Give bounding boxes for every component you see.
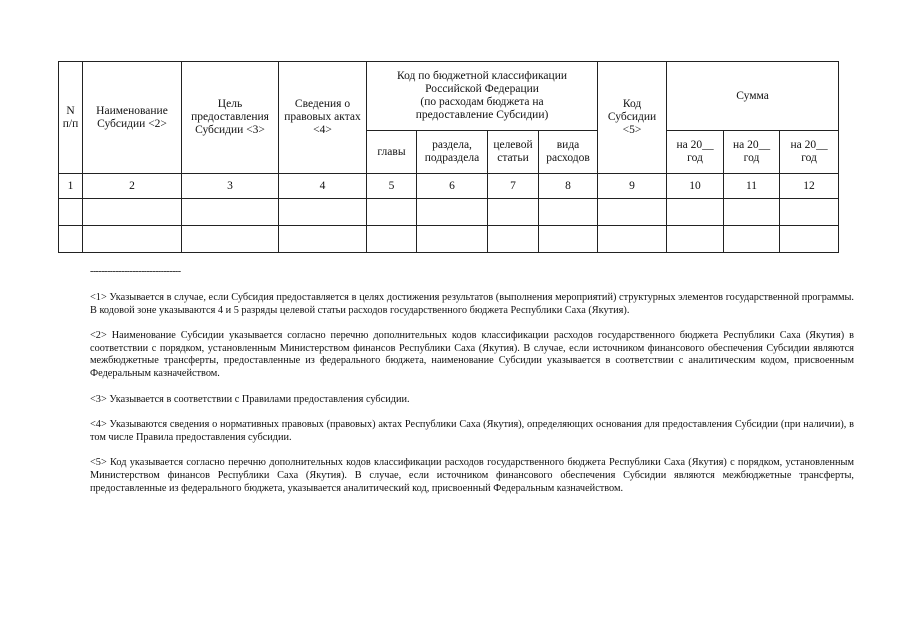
empty-cell [780, 199, 839, 226]
col-num: 2 [83, 174, 182, 199]
empty-cell [539, 199, 598, 226]
empty-cell [598, 199, 667, 226]
empty-cell [598, 226, 667, 253]
empty-cell [417, 226, 488, 253]
footnote-5: <5> Код указывается согласно перечню дополнительных кодов классификации расходов государственного бюджета Республики Саха (Якутия) с порядком, установленным Министерством финансов Республики Саха (Якутия). В случае, если источником финансового обеспечения Субсидии являются межбюджетные трансферты, предоставленные из федерального бюджета, указывается аналитический код, присвоенный Федеральным казначейством. [90, 457, 854, 494]
empty-cell [488, 226, 539, 253]
empty-cell [417, 199, 488, 226]
empty-cell [279, 226, 367, 253]
empty-cell [279, 199, 367, 226]
footnotes [90, 292, 854, 508]
column-number-row [59, 174, 839, 199]
col-num: 5 [367, 174, 417, 199]
header-name: Наименование Субсидии <2> [83, 62, 182, 174]
footnote-4: <4> Указываются сведения о нормативных правовых (правовых) актах Республики Саха (Якутия), определяющих основания для предоставления Субсидии (при наличии), в том числе Правила предоставления субсидии. [90, 419, 854, 443]
empty-cell [182, 226, 279, 253]
empty-cell [724, 199, 780, 226]
col-num: 3 [182, 174, 279, 199]
header-chapter: главы [367, 131, 417, 174]
empty-cell [724, 226, 780, 253]
col-num: 7 [488, 174, 539, 199]
empty-cell [667, 199, 724, 226]
empty-cell [59, 199, 83, 226]
col-num: 9 [598, 174, 667, 199]
empty-cell [182, 199, 279, 226]
header-sum: Сумма [667, 62, 839, 131]
header-section: раздела, подраздела [417, 131, 488, 174]
header-year-2: на 20__ год [724, 131, 780, 174]
table-row [59, 226, 839, 253]
bk-line-4: предоставление Субсидии) [415, 109, 549, 121]
bk-line-3: (по расходам бюджета на [420, 96, 544, 108]
header-year-1: на 20__ год [667, 131, 724, 174]
empty-cell [367, 199, 417, 226]
empty-cell [488, 199, 539, 226]
header-legal: Сведения о правовых актах <4> [279, 62, 367, 174]
col-num: 4 [279, 174, 367, 199]
footnote-1: <1> Указывается в случае, если Субсидия предоставляется в целях достижения результатов (выполнения мероприятий) структурных элементов государственной программы. В кодовой зоне указываются 4 и 5 разряды целевой статьи расходов государственного бюджета Республики Саха (Якутия). [90, 292, 854, 316]
col-num: 11 [724, 174, 780, 199]
empty-cell [83, 199, 182, 226]
empty-cell [667, 226, 724, 253]
empty-cell [367, 226, 417, 253]
empty-cell [59, 226, 83, 253]
empty-cell [83, 226, 182, 253]
header-target: целевой статьи [488, 131, 539, 174]
col-num: 10 [667, 174, 724, 199]
col-num: 12 [780, 174, 839, 199]
header-goal: Цель предоставления Субсидии <3> [182, 62, 279, 174]
footnote-separator: -------------------------------- [90, 266, 181, 277]
header-year-3: на 20__ год [780, 131, 839, 174]
table-row [59, 199, 839, 226]
footnote-3: <3> Указывается в соответствии с Правилами предоставления субсидии. [90, 393, 410, 405]
empty-cell [539, 226, 598, 253]
empty-cell [780, 226, 839, 253]
col-num: 6 [417, 174, 488, 199]
footnote-2: <2> Наименование Субсидии указывается согласно перечню дополнительных кодов классификации расходов государственного бюджета Республики Саха (Якутия) в соответствии с порядком, установленным Министерством финансов Республики Саха (Якутия). В случае, если источником финансового обеспечения Субсидии являются межбюджетные трансферты, предоставленные из федерального бюджета, наименование Субсидии указывается в соответствии с аналитическим кодом, присвоенным Федеральным казначейством. [90, 330, 854, 379]
header-exptype: вида расходов [539, 131, 598, 174]
subsidy-table [58, 61, 839, 253]
col-num: 8 [539, 174, 598, 199]
bk-line-1: Код по бюджетной классификации [397, 70, 567, 82]
header-budget-classification [367, 62, 598, 131]
header-num: N п/п [59, 62, 83, 174]
bk-line-2: Российской Федерации [425, 83, 539, 95]
col-num: 1 [59, 174, 83, 199]
header-code: Код Субсидии <5> [598, 62, 667, 174]
